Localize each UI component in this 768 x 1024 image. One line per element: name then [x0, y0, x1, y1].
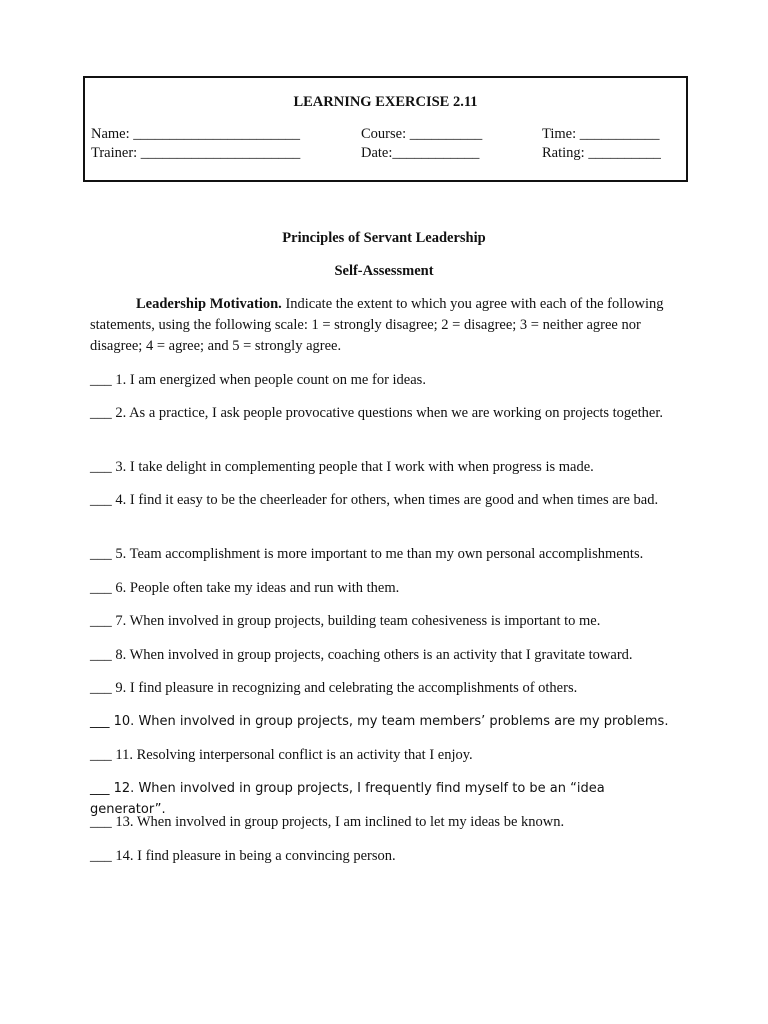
rating-field[interactable]: Rating: __________: [542, 145, 661, 161]
statement-5[interactable]: ___ 5. Team accomplishment is more important to me than my own personal accomplishments.: [90, 546, 644, 562]
statement-4[interactable]: ___ 4. I find it easy to be the cheerleader for others, when times are good and when times are bad.: [90, 492, 659, 508]
name-field[interactable]: Name: _______________________: [91, 126, 301, 142]
document-subtitle: Self-Assessment: [334, 263, 434, 279]
time-field[interactable]: Time: ___________: [542, 126, 660, 142]
date-field[interactable]: Date:____________: [361, 145, 480, 161]
statement-2[interactable]: ___ 2. As a practice, I ask people provocative questions when we are working on projects together.: [90, 405, 663, 421]
statement-10[interactable]: ___ 10. When involved in group projects, my team members’ problems are my problems.: [90, 714, 669, 729]
statement-3[interactable]: ___ 3. I take delight in complementing people that I work with when progress is made.: [90, 459, 594, 475]
statement-13[interactable]: ___ 13. When involved in group projects, I am inclined to let my ideas be known.: [90, 814, 565, 830]
statement-8[interactable]: ___ 8. When involved in group projects, coaching others is an activity that I gravitate toward.: [90, 647, 633, 663]
statement-9[interactable]: ___ 9. I find pleasure in recognizing and celebrating the accomplishments of others.: [90, 680, 578, 696]
trainer-field[interactable]: Trainer: ______________________: [91, 145, 301, 161]
statement-1[interactable]: ___ 1. I am energized when people count on me for ideas.: [90, 372, 426, 388]
statement-14[interactable]: ___ 14. I find pleasure in being a convincing person.: [90, 848, 396, 864]
statement-12[interactable]: ___ 12. When involved in group projects, I frequently find myself to be an “idea generator”.: [90, 781, 605, 817]
header-box: [83, 76, 688, 182]
statement-6[interactable]: ___ 6. People often take my ideas and run with them.: [90, 580, 400, 596]
intro-paragraph: [90, 294, 680, 357]
statement-11[interactable]: ___ 11. Resolving interpersonal conflict is an activity that I enjoy.: [90, 747, 473, 763]
course-field[interactable]: Course: __________: [361, 126, 483, 142]
statement-7[interactable]: ___ 7. When involved in group projects, building team cohesiveness is important to me.: [90, 613, 601, 629]
document-title: Principles of Servant Leadership: [282, 230, 486, 246]
intro-heading: Leadership Motivation.: [136, 296, 282, 312]
exercise-title: LEARNING EXERCISE 2.11: [293, 94, 478, 110]
intro-text: Indicate the extent to which you agree with each of the following statements, using the following scale: 1 = strongly disagree; 2 = disagree; 3 = neither agree nor disagree; 4 = agree; and 5 = strongly agree.: [90, 296, 664, 354]
